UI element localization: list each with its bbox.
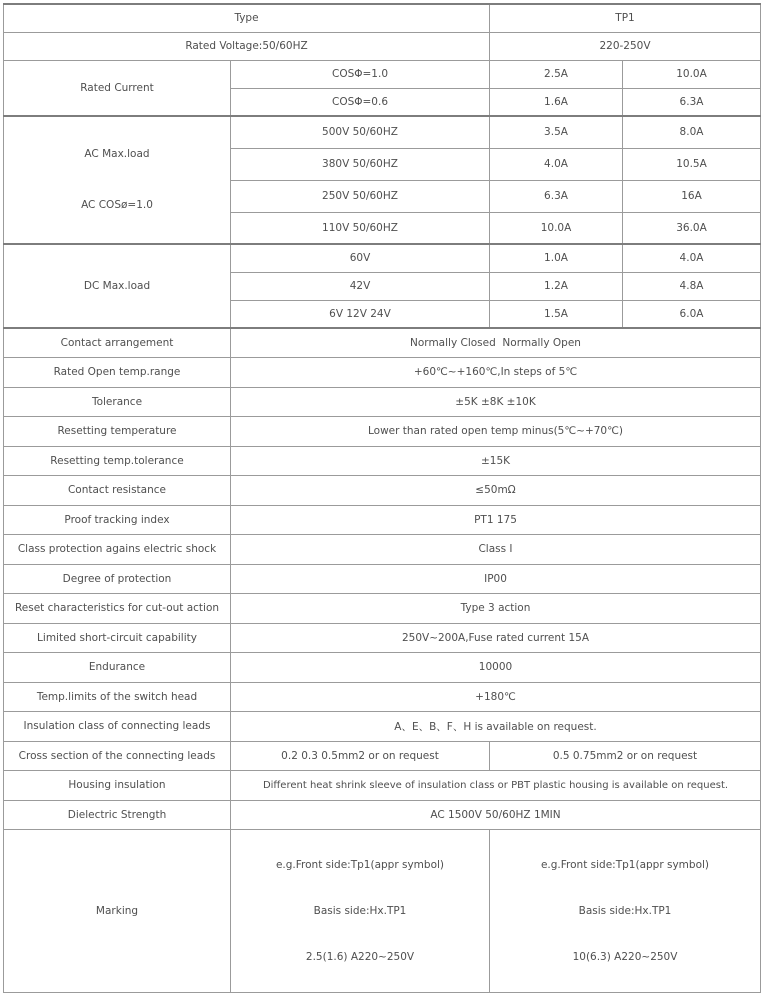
- spec-value-cell: AC 1500V 50/60HZ 1MIN: [231, 800, 761, 830]
- table-row: [4, 358, 761, 388]
- current-value-cell: 4.0A: [623, 244, 761, 272]
- rated-voltage-label-cell: Rated Voltage:50/60HZ: [4, 32, 490, 60]
- current-value-cell: 6.3A: [623, 88, 761, 116]
- condition-cell: COSΦ=0.6: [231, 88, 490, 116]
- ac-max-load-label-line1: AC Max.load: [84, 148, 150, 160]
- spec-label-cell: Rated Open temp.range: [4, 358, 231, 388]
- current-value-cell: 1.5A: [490, 300, 623, 328]
- spec-label-cell: Contact arrangement: [4, 328, 231, 358]
- table-row: [4, 594, 761, 624]
- current-value-cell: 1.2A: [490, 272, 623, 300]
- marking-line: e.g.Front side:Tp1(appr symbol): [275, 859, 445, 871]
- ac-max-load-group-label: [4, 116, 231, 244]
- spec-value-cell: Lower than rated open temp minus(5℃~+70℃): [231, 417, 761, 447]
- spec-value-cell: ±15K: [231, 446, 761, 476]
- current-value-cell: 4.0A: [490, 148, 623, 180]
- current-value-cell: 1.6A: [490, 88, 623, 116]
- table-row: [4, 244, 761, 272]
- marking-value-cell: [490, 830, 761, 993]
- table-row: [4, 476, 761, 506]
- spec-label-cell: Endurance: [4, 653, 231, 683]
- table-row: [4, 682, 761, 712]
- cross-section-value-cell: 0.2 0.3 0.5mm2 or on request: [231, 741, 490, 771]
- spec-value-cell: A、E、B、F、H is available on request.: [231, 712, 761, 742]
- table-row: [4, 116, 761, 148]
- table-row: [4, 32, 761, 60]
- marking-line: 2.5(1.6) A220~250V: [305, 951, 415, 963]
- condition-cell: 42V: [231, 272, 490, 300]
- condition-cell: COSΦ=1.0: [231, 60, 490, 88]
- table-row: [4, 446, 761, 476]
- spec-value-cell: ±5K ±8K ±10K: [231, 387, 761, 417]
- spec-label-cell: Resetting temperature: [4, 417, 231, 447]
- table-row: [4, 535, 761, 565]
- condition-cell: 6V 12V 24V: [231, 300, 490, 328]
- condition-cell: 110V 50/60HZ: [231, 212, 490, 244]
- spec-label-cell: Resetting temp.tolerance: [4, 446, 231, 476]
- table-row: [4, 564, 761, 594]
- current-value-cell: 1.0A: [490, 244, 623, 272]
- rated-voltage-value-cell: 220-250V: [490, 32, 761, 60]
- table-row: [4, 417, 761, 447]
- marking-value-cell: [231, 830, 490, 993]
- current-value-cell: 8.0A: [623, 116, 761, 148]
- spec-label-cell: Dielectric Strength: [4, 800, 231, 830]
- current-value-cell: 2.5A: [490, 60, 623, 88]
- dc-max-load-group-label: DC Max.load: [4, 244, 231, 328]
- table-row: [4, 505, 761, 535]
- cross-section-value-cell: 0.5 0.75mm2 or on request: [490, 741, 761, 771]
- table-row: [4, 712, 761, 742]
- type-label-cell: Type: [4, 4, 490, 32]
- spec-label-cell: Insulation class of connecting leads: [4, 712, 231, 742]
- page: [0, 3, 729, 963]
- spec-value-cell: +60℃~+160℃,In steps of 5℃: [231, 358, 761, 388]
- spec-label-cell: Degree of protection: [4, 564, 231, 594]
- table-row: [4, 741, 761, 771]
- spec-label-cell: Class protection agains electric shock: [4, 535, 231, 565]
- condition-cell: 60V: [231, 244, 490, 272]
- condition-cell: 380V 50/60HZ: [231, 148, 490, 180]
- marking-line: 10(6.3) A220~250V: [572, 951, 678, 963]
- condition-cell: 250V 50/60HZ: [231, 180, 490, 212]
- current-value-cell: 10.0A: [623, 60, 761, 88]
- spec-table: [3, 3, 761, 993]
- type-value-cell: TP1: [490, 4, 761, 32]
- spec-label-cell: Contact resistance: [4, 476, 231, 506]
- spec-value-cell: PT1 175: [231, 505, 761, 535]
- condition-cell: 500V 50/60HZ: [231, 116, 490, 148]
- spec-value-cell: IP00: [231, 564, 761, 594]
- current-value-cell: 10.0A: [490, 212, 623, 244]
- table-row: [4, 387, 761, 417]
- marking-line: Basis side:Hx.TP1: [578, 905, 672, 917]
- current-value-cell: 10.5A: [623, 148, 761, 180]
- marking-line: Basis side:Hx.TP1: [313, 905, 407, 917]
- spec-label-cell: Proof tracking index: [4, 505, 231, 535]
- spec-label-cell: Housing insulation: [4, 771, 231, 801]
- table-row: [4, 328, 761, 358]
- marking-label-cell: Marking: [4, 830, 231, 993]
- spec-value-cell: Class Ⅰ: [231, 535, 761, 565]
- spec-value-cell: Type 3 action: [231, 594, 761, 624]
- spec-label-cell: Cross section of the connecting leads: [4, 741, 231, 771]
- rated-current-group-label: Rated Current: [4, 60, 231, 116]
- spec-value-cell: Normally Closed Normally Open: [231, 328, 761, 358]
- spec-label-cell: Tolerance: [4, 387, 231, 417]
- marking-line: e.g.Front side:Tp1(appr symbol): [540, 859, 710, 871]
- spec-value-cell: +180℃: [231, 682, 761, 712]
- spec-value-cell: 10000: [231, 653, 761, 683]
- table-row: [4, 4, 761, 32]
- ac-max-load-label-line2: AC COSø=1.0: [81, 199, 153, 211]
- current-value-cell: 6.0A: [623, 300, 761, 328]
- table-row: [4, 623, 761, 653]
- table-row: [4, 60, 761, 88]
- table-row: [4, 830, 761, 993]
- table-row: [4, 771, 761, 801]
- spec-value-cell: Different heat shrink sleeve of insulation class or PBT plastic housing is available on request.: [231, 771, 761, 801]
- current-value-cell: 36.0A: [623, 212, 761, 244]
- current-value-cell: 6.3A: [490, 180, 623, 212]
- table-row: [4, 653, 761, 683]
- current-value-cell: 3.5A: [490, 116, 623, 148]
- spec-label-cell: Limited short-circuit capability: [4, 623, 231, 653]
- spec-value-cell: ≤50mΩ: [231, 476, 761, 506]
- spec-value-cell: 250V~200A,Fuse rated current 15A: [231, 623, 761, 653]
- spec-label-cell: Reset characteristics for cut-out action: [4, 594, 231, 624]
- table-row: [4, 800, 761, 830]
- spec-label-cell: Temp.limits of the switch head: [4, 682, 231, 712]
- current-value-cell: 16A: [623, 180, 761, 212]
- current-value-cell: 4.8A: [623, 272, 761, 300]
